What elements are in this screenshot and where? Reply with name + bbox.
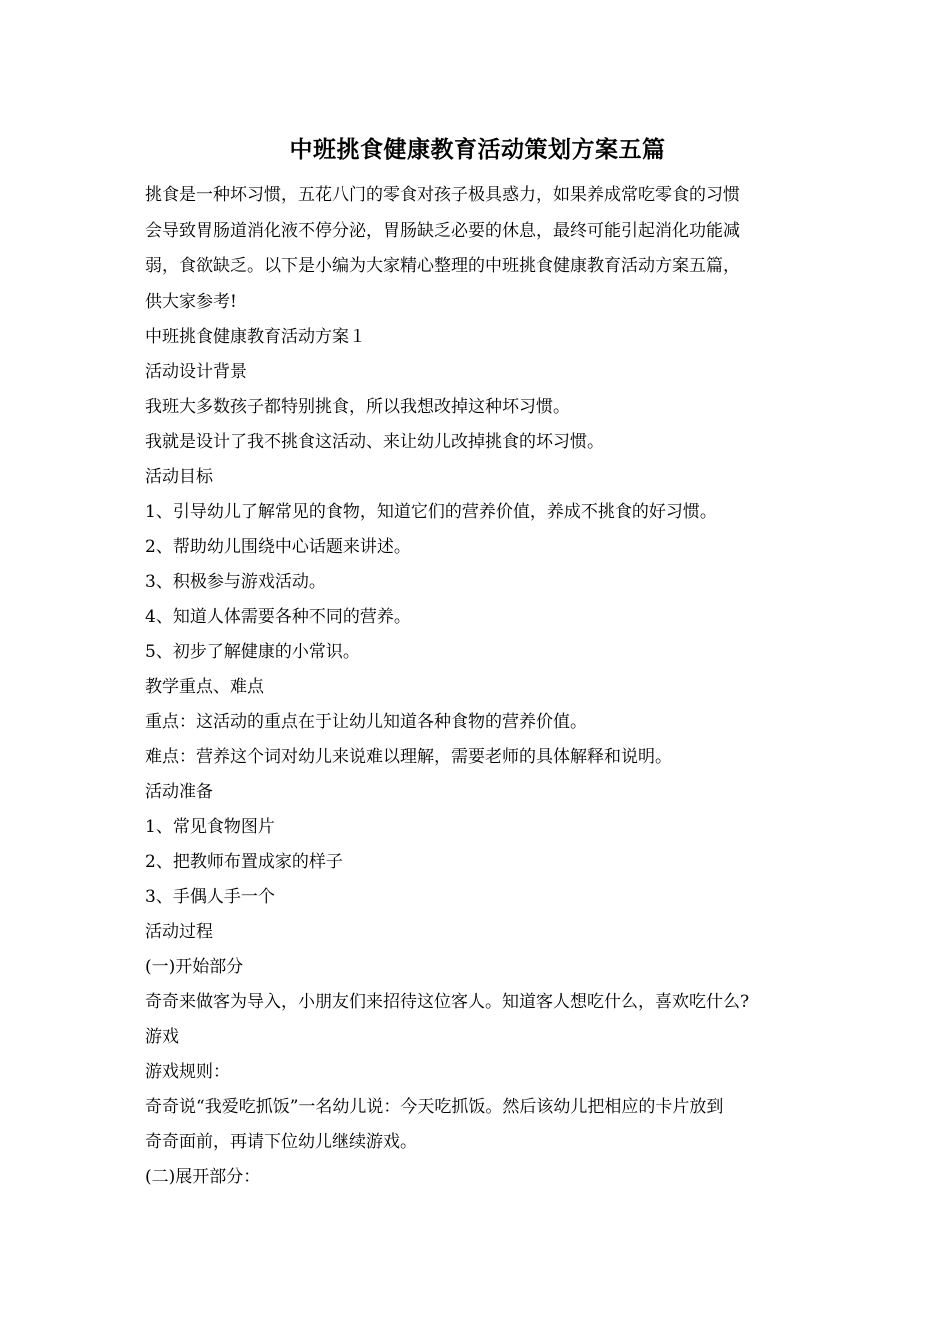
- intro-line: 挑食是一种坏习惯，五花八门的零食对孩子极具惑力，如果养成常吃零食的习惯: [145, 185, 740, 205]
- subheading: 教学重点、难点: [145, 677, 264, 697]
- list-item: 3、手偶人手一个: [145, 887, 275, 907]
- list-item: 1、常见食物图片: [145, 817, 275, 837]
- list-item: 2、帮助幼儿围绕中心话题来讲述。: [145, 537, 411, 557]
- list-item: 2、把教师布置成家的样子: [145, 852, 343, 872]
- subheading: 活动准备: [145, 782, 213, 802]
- body-line: 奇奇来做客为导入，小朋友们来招待这位客人。知道客人想吃什么，喜欢吃什么?: [145, 992, 750, 1012]
- subheading: 活动目标: [145, 467, 213, 487]
- document-title: 中班挑食健康教育活动策划方案五篇: [289, 136, 666, 163]
- body-line: 我就是设计了我不挑食这活动、来让幼儿改掉挑食的坏习惯。: [145, 432, 604, 452]
- document-body: [145, 320, 810, 1195]
- subheading: (二)展开部分：: [145, 1167, 261, 1187]
- body-line: 重点：这活动的重点在于让幼儿知道各种食物的营养价值。: [145, 712, 587, 732]
- subheading: (一)开始部分: [145, 957, 244, 977]
- list-item: 1、引导幼儿了解常见的食物，知道它们的营养价值，养成不挑食的好习惯。: [145, 502, 717, 522]
- intro-line: 会导致胃肠道消化液不停分泌，胃肠缺乏必要的休息，最终可能引起消化功能减: [145, 220, 740, 241]
- list-item: 5、初步了解健康的小常识。: [145, 642, 360, 662]
- body-line: 奇奇面前，再请下位幼儿继续游戏。: [145, 1132, 417, 1152]
- body-line: 游戏规则：: [145, 1062, 230, 1082]
- body-line: 奇奇说“我爱吃抓饭”一名幼儿说：今天吃抓饭。然后该幼儿把相应的卡片放到: [145, 1097, 724, 1117]
- intro-paragraph: [145, 178, 810, 320]
- body-line: 游戏: [145, 1027, 179, 1047]
- subheading: 活动过程: [145, 922, 213, 942]
- subheading: 活动设计背景: [145, 362, 247, 382]
- document-page: [145, 128, 810, 1195]
- list-item: 3、积极参与游戏活动。: [145, 572, 326, 592]
- intro-line: 弱，食欲缺乏。以下是小编为大家精心整理的中班挑食健康教育活动方案五篇，: [145, 256, 740, 276]
- section-heading: 中班挑食健康教育活动方案１: [145, 327, 366, 347]
- body-line: 我班大多数孩子都特别挑食，所以我想改掉这种坏习惯。: [145, 397, 570, 417]
- intro-line: 供大家参考!: [145, 291, 237, 312]
- list-item: 4、知道人体需要各种不同的营养。: [145, 607, 411, 627]
- body-line: 难点：营养这个词对幼儿来说难以理解，需要老师的具体解释和说明。: [145, 747, 672, 767]
